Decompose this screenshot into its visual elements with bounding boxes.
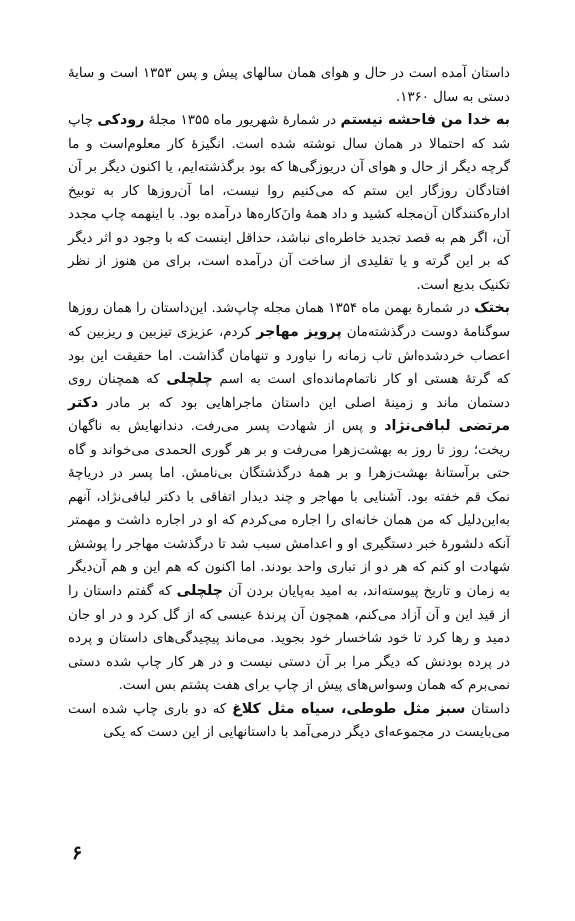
story-title-bold: به خدا من فاحشه نیستم <box>340 112 510 129</box>
text-run: که دو باری چاپ شده است می‌بایست در مجموعه‌ای دیگر درمی‌آمد با داستانهایی از این دست که یکی <box>68 701 510 741</box>
paragraph <box>68 297 510 697</box>
person-name-bold: دکتر مرتضی لبافی‌نژاد <box>68 394 510 435</box>
paragraph <box>68 698 510 745</box>
text-run: چاپ شد که احتمالا در همان سال نوشته شده است. انگیزهٔ کار معلوم‌است و ما گرچه دیگر از حال و هوای آن دریوزگی‌ها که بود برگذشته‌ایم، یا اکنون دیگر بر آن افتادگان روزگار این ستم که می‌کنیم روا نیست، اما آن‌روزها کار به توبیخ اداره‌کنندگان آن‌مجله کشید و داد همهٔ وانَ‌کاره‌ها درآمده بود. با اینهمه چاپ مجدد آن، اگر هم به قصد تجدید خاطره‌ای نباشد، حداقل اینست که با وجود دو اثر دیگر که بر این گرته و یا تقلیدی از ساخت آن درآمده است، برای من هنوز از نظر تکنیک بدیع است. <box>68 113 510 293</box>
text-run: در شمارهٔ شهریور ماه ۱۳۵۵ مجلهٔ <box>144 113 341 129</box>
text-run: کردم، عزیزی تیزبین و ریزبین که اعصاب خردشده‌اش تاب زمانه را نیاورد و تنهامان گذاشت. اما حقیقت این بود که گرتهٔ هستی او کار ناتمام‌مانده‌ای است به اسم <box>68 325 511 388</box>
paragraph <box>68 62 510 109</box>
text-run: داستان <box>465 701 510 717</box>
text-run: که گفتم داستان را از قید این و آن آزاد می‌کنم، همچون آن پرندهٔ عیسی که از گل کرد و در او جان دمید و رها کرد تا خود شاخسار خود بجوید. می‌ماند پیچیدگی‌های داستان و پرده در پرده بودنش که دیگر مرا بر آن دستی نیست و در هر کار چاپ شده دستی نمی‌برم که همان وسواس‌های پیش از چاپ برای هفت پشتم بس است. <box>68 584 510 694</box>
text-run: که همچنان روی دستمان ماند و زمینهٔ اصلی این داستان ماجراهایی بود که بر مادر <box>68 372 510 411</box>
person-name-bold: پرویز مهاجر <box>256 324 342 341</box>
work-title-bold: چلچلی <box>166 371 213 388</box>
page-number: ۶ <box>72 842 83 864</box>
magazine-name-bold: رودکی <box>97 112 145 129</box>
story-title-bold: بختک <box>474 300 510 317</box>
text-run: داستان آمده است در حال و هوای همان سالهای پیش و پس ۱۳۵۳ است و سایهٔ دستی به سال ۱۳۶۰. <box>68 66 510 105</box>
text-run: و پس از شهادت پسر می‌رفت. دندانهایش به ناگهان ریخت؛ روز تا روز به بهشت‌زهرا می‌رفت و بر هر گوری الحمدی می‌خواند و گاه حتی برآستانهٔ بهشت‌زهرا و بر همهٔ درگذشتگان بی‌نامش. اما پسر در دریاچهٔ نمک قم خفته بود. آشنایی با مهاجر و چند دیدار اتفاقی با دکتر لبافی‌نژاد، آنهم به‌این‌دلیل که من همان خانه‌ای را اجاره می‌کردم که او در اجاره داشت و مهمتر آنکه دلشورهٔ خبر دستگیری او و اعدامش سبب شد تا درگذشت مهاجر را پوشش شهادت او کنم که هر دو از تباری واحد بودند. اما اکنون که هم این و هم آن‌دیگر به زمان و تاریخ پیوسته‌اند، به امید به‌پایان بردن آن <box>68 419 510 600</box>
work-title-bold: چلچلی <box>176 583 224 600</box>
text-run: در شمارهٔ بهمن ماه ۱۳۵۴ همان مجله چاپ‌شد. این‌داستان را همان روزها سوگنامهٔ دوست درگذشته‌مان <box>68 301 510 341</box>
story-title-bold: سبز مثل طوطی، سیاه مثل کلاغ <box>232 700 466 717</box>
paragraph <box>68 109 510 297</box>
body-text <box>68 62 510 745</box>
